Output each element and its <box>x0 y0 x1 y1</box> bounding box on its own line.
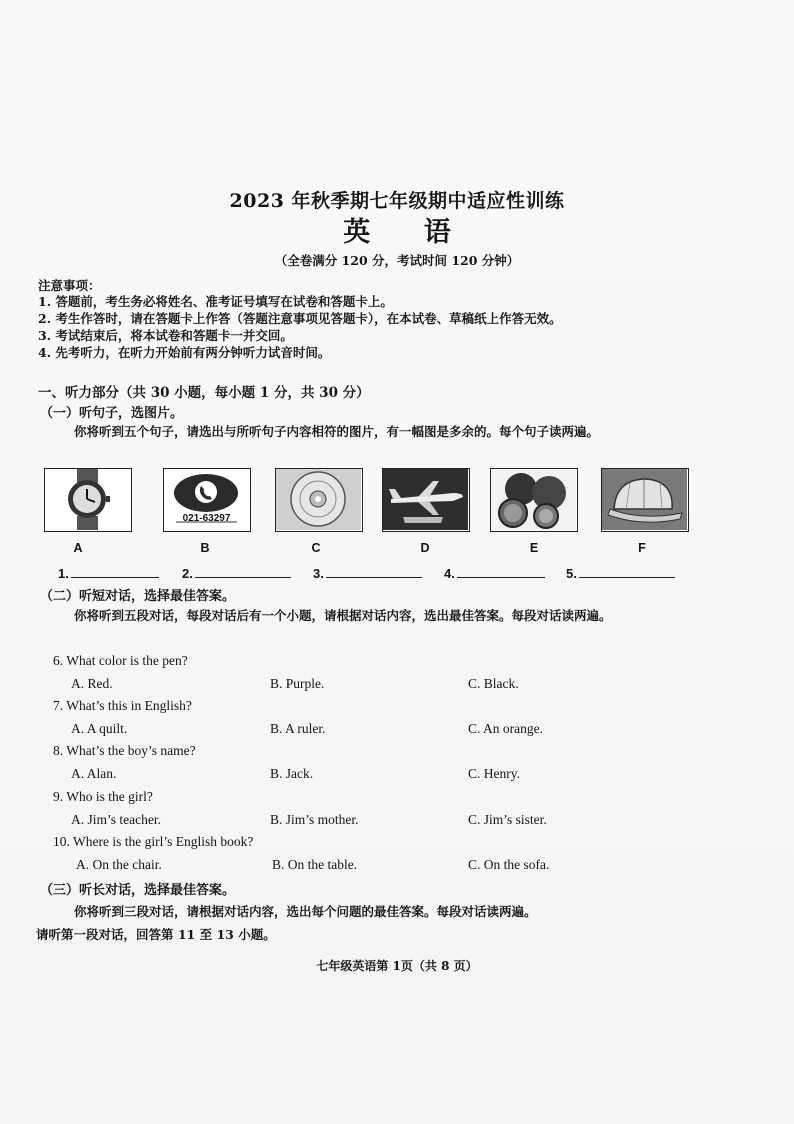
picture-letter: C <box>311 541 321 555</box>
cap-icon <box>602 469 687 530</box>
picture-letter: E <box>529 541 539 555</box>
option-a[interactable]: A. Jim’s teacher. <box>71 812 161 827</box>
orange-icon <box>491 469 576 530</box>
option-b[interactable]: B. Jim’s mother. <box>270 812 359 827</box>
option-b[interactable]: B. On the table. <box>272 857 358 872</box>
answer-blank[interactable] <box>444 563 545 581</box>
airplane-icon <box>383 469 468 530</box>
blank-number: 5. <box>566 566 577 581</box>
answer-blank[interactable] <box>182 563 291 581</box>
question-text: 7. What’s this in English? <box>53 698 192 713</box>
watch-icon <box>45 469 130 530</box>
notice-item: 4. 先考听力，在听力开始前有两分钟听力试音时间。 <box>38 345 331 360</box>
answer-blank[interactable] <box>58 563 159 581</box>
picture-letter: D <box>420 541 430 555</box>
picture-a <box>44 468 132 532</box>
picture-e <box>490 468 578 532</box>
blank-number: 3. <box>313 566 324 581</box>
part3-instruction: 你将听到三段对话，请根据对话内容，选出每个问题的最佳答案。每段对话读两遍。 <box>74 904 537 919</box>
option-c[interactable]: C. Henry. <box>468 766 520 781</box>
part1-heading: （一）听句子，选图片。 <box>40 406 184 421</box>
subject-title: 英 语 <box>343 217 473 248</box>
cd-icon <box>276 469 361 530</box>
page-footer: 七年级英语第 1页（共 8 页） <box>316 959 478 973</box>
part1-instruction: 你将听到五个句子，请选出与所听句子内容相符的图片，有一幅图是多余的。每个句子读两遍。 <box>74 424 600 439</box>
picture-c <box>275 468 363 532</box>
option-a[interactable]: A. A quilt. <box>71 721 128 736</box>
notice-item: 1. 答题前，考生务必将姓名、准考证号填写在试卷和答题卡上。 <box>38 294 393 309</box>
option-c[interactable]: C. On the sofa. <box>468 857 550 872</box>
notice-item: 3. 考试结束后，将本试卷和答题卡一并交回。 <box>38 328 293 343</box>
question-text: 10. Where is the girl’s English book? <box>53 834 254 849</box>
picture-letter: A <box>73 541 83 555</box>
option-a[interactable]: A. Red. <box>71 676 113 691</box>
notice-item: 2. 考生作答时，请在答题卡上作答（答题注意事项见答题卡），在本试卷、草稿纸上作答无效。 <box>38 311 562 326</box>
blank-number: 2. <box>182 566 193 581</box>
phone-number-caption: 021-63297 <box>182 513 231 524</box>
part3-heading: （三）听长对话，选择最佳答案。 <box>40 883 236 898</box>
option-c[interactable]: C. Jim’s sister. <box>468 812 547 827</box>
option-a[interactable]: A. Alan. <box>71 766 117 781</box>
question-text: 9. Who is the girl? <box>53 789 153 804</box>
blank-number: 4. <box>444 566 455 581</box>
option-b[interactable]: B. Purple. <box>270 676 325 691</box>
part3-instruction-2: 请听第一段对话，回答第 11 至 13 小题。 <box>36 927 276 942</box>
blank-number: 1. <box>58 566 69 581</box>
option-b[interactable]: B. A ruler. <box>270 721 326 736</box>
picture-letter: B <box>200 541 210 555</box>
part2-heading: （二）听短对话，选择最佳答案。 <box>40 589 236 604</box>
picture-d <box>382 468 470 532</box>
question-text: 6. What color is the pen? <box>53 653 188 668</box>
notice-title: 注意事项： <box>38 278 101 293</box>
question-text: 8. What’s the boy’s name? <box>53 743 196 758</box>
option-b[interactable]: B. Jack. <box>270 766 314 781</box>
answer-blank[interactable] <box>313 563 422 581</box>
option-c[interactable]: C. An orange. <box>468 721 543 736</box>
part2-instruction: 你将听到五段对话，每段对话后有一个小题，请根据对话内容，选出最佳答案。每段对话读两遍。 <box>74 608 612 623</box>
option-c[interactable]: C. Black. <box>468 676 519 691</box>
option-a[interactable]: A. On the chair. <box>76 857 162 872</box>
picture-letter: F <box>638 541 646 555</box>
exam-title: 2023 年秋季期七年级期中适应性训练 <box>229 190 565 212</box>
picture-f <box>601 468 689 532</box>
answer-blank[interactable] <box>566 563 675 581</box>
score-time-note: （全卷满分 120 分，考试时间 120 分钟） <box>274 253 520 268</box>
section-heading: 一、听力部分（共 30 小题，每小题 1 分，共 30 分） <box>38 385 370 401</box>
picture-b <box>163 468 251 532</box>
